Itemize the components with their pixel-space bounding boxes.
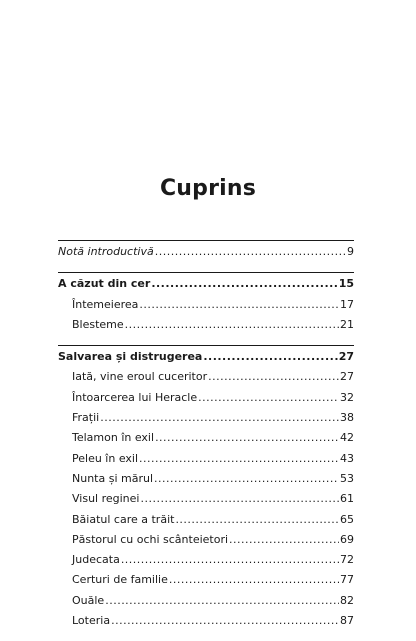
dot-leader [208, 370, 339, 383]
dot-leader [229, 533, 339, 546]
divider [58, 272, 354, 273]
table-of-contents [58, 240, 354, 634]
dot-leader [139, 452, 339, 465]
toc-entry-page: 21 [340, 317, 354, 331]
toc-entry-label: Loteria [72, 614, 111, 628]
dot-leader [175, 513, 339, 526]
toc-entry-label: Nunta și mărul [72, 471, 154, 485]
toc-entry-page: 27 [340, 370, 354, 384]
toc-entry[interactable] [58, 492, 354, 512]
toc-entry-label: Întoarcerea lui Heracle [72, 390, 198, 404]
toc-entry[interactable] [58, 411, 354, 431]
toc-entry[interactable] [58, 533, 354, 553]
dot-leader [140, 492, 339, 505]
toc-entry-label: Peleu în exil [72, 451, 139, 465]
dot-leader [198, 391, 339, 404]
toc-entry-page: 61 [340, 492, 354, 506]
dot-leader [139, 298, 339, 311]
toc-entry-page: 42 [340, 431, 354, 445]
dot-leader [169, 573, 339, 586]
toc-entry-label: Visul reginei [72, 492, 140, 506]
toc-entry-label: Certuri de familie [72, 573, 168, 587]
toc-entry-label: Întemeierea [72, 297, 139, 311]
dot-leader [155, 245, 346, 258]
toc-entry-page: 43 [340, 451, 354, 465]
toc-entry-label: Notă introductivă [58, 245, 154, 258]
toc-section[interactable] [58, 277, 354, 297]
dot-leader [100, 411, 339, 424]
toc-entry[interactable] [58, 472, 354, 492]
toc-entry[interactable] [58, 553, 354, 573]
toc-entry-label: Păstorul cu ochi scânteietori [72, 532, 229, 546]
toc-section-page: 15 [338, 277, 354, 291]
toc-entry-page: 87 [340, 614, 354, 628]
toc-entry-page: 53 [340, 471, 354, 485]
toc-entry-label: Ouăle [72, 593, 105, 607]
toc-entry-label: Iată, vine eroul cuceritor [72, 370, 208, 384]
toc-entry[interactable] [58, 573, 354, 593]
dot-leader [105, 594, 339, 607]
dot-leader [151, 277, 337, 290]
toc-entry-page: 82 [340, 593, 354, 607]
toc-section-page: 27 [338, 350, 354, 364]
dot-leader [203, 350, 337, 363]
toc-entry-label: Judecata [72, 553, 120, 567]
toc-entry[interactable] [58, 391, 354, 411]
toc-entry-page: 17 [340, 297, 354, 311]
toc-entry-page: 72 [340, 553, 354, 567]
dot-leader [121, 553, 339, 566]
dot-leader [111, 614, 339, 627]
toc-entry-label: Blesteme [72, 317, 124, 331]
divider [58, 240, 354, 241]
toc-entry-intro[interactable] [58, 245, 354, 265]
toc-entry[interactable] [58, 298, 354, 318]
divider [58, 345, 354, 346]
toc-entry[interactable] [58, 318, 354, 338]
dot-leader [125, 318, 339, 331]
dot-leader [155, 431, 339, 444]
toc-entry-page: 32 [340, 390, 354, 404]
toc-entry[interactable] [58, 594, 354, 614]
toc-section-label: Salvarea și distrugerea [58, 350, 203, 364]
toc-entry[interactable] [58, 452, 354, 472]
toc-entry[interactable] [58, 513, 354, 533]
toc-entry-page: 65 [340, 512, 354, 526]
toc-entry-page: 77 [340, 573, 354, 587]
toc-entry[interactable] [58, 431, 354, 451]
page-title: Cuprins [159, 176, 257, 201]
toc-entry-page: 9 [347, 245, 354, 258]
toc-section-label: A căzut din cer [58, 277, 151, 291]
toc-entry-label: Telamon în exil [72, 431, 155, 445]
toc-entry-label: Băiatul care a trăit [72, 512, 175, 526]
toc-entry-page: 38 [340, 411, 354, 425]
toc-entry[interactable] [58, 614, 354, 634]
toc-entry-label: Frații [72, 411, 100, 425]
toc-section[interactable] [58, 350, 354, 370]
toc-entry-page: 69 [340, 532, 354, 546]
dot-leader [154, 472, 339, 485]
toc-entry[interactable] [58, 370, 354, 390]
